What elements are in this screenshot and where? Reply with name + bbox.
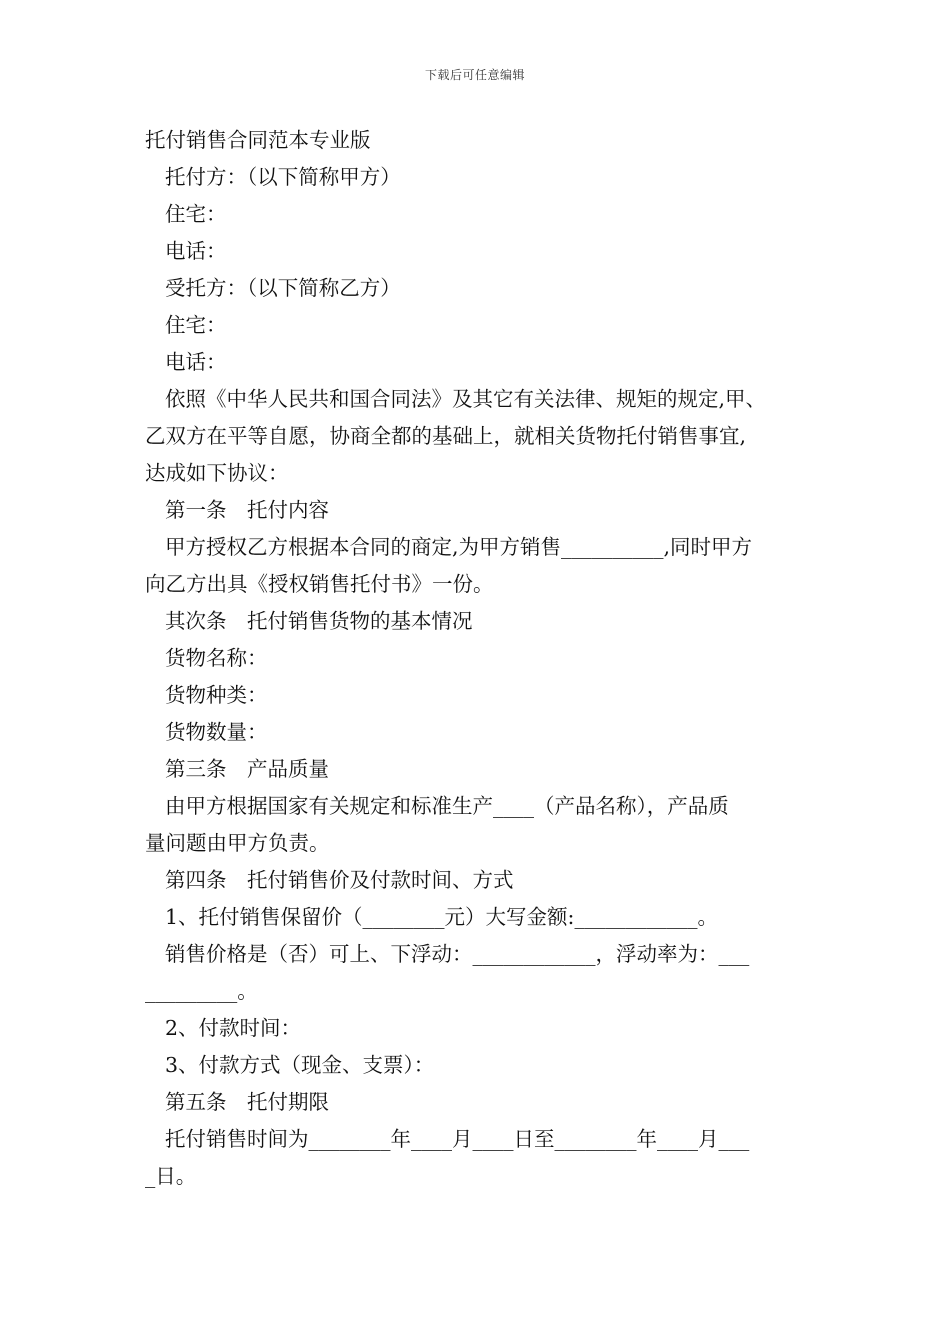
intro-line-1: 依照《中华人民共和国合同法》及其它有关法律、规矩的规定,甲、 — [165, 387, 767, 411]
article-1-heading: 第一条 托付内容 — [165, 498, 329, 522]
agent-party-line: 受托方：（以下简称乙方） — [165, 276, 401, 300]
article-5-line-2: _日。 — [145, 1164, 197, 1188]
article-4-heading: 第四条 托付销售价及付款时间、方式 — [165, 868, 514, 892]
principal-address-line: 住宅： — [165, 202, 227, 226]
article-2-heading: 其次条 托付销售货物的基本情况 — [165, 609, 473, 633]
article-1-line-2: 向乙方出具《授权销售托付书》一份。 — [145, 572, 494, 596]
payment-time-line: 2、付款时间： — [165, 1016, 302, 1040]
page-header-note: 下载后可任意编辑 — [424, 68, 525, 82]
agent-address-line: 住宅： — [165, 313, 227, 337]
goods-type-line: 货物种类： — [165, 683, 268, 707]
principal-party-line: 托付方：（以下简称甲方） — [165, 165, 401, 189]
intro-line-3: 达成如下协议： — [145, 461, 289, 485]
goods-name-line: 货物名称： — [165, 646, 268, 670]
principal-phone-line: 电话： — [165, 239, 227, 263]
goods-quantity-line: 货物数量： — [165, 720, 268, 744]
agent-phone-line: 电话： — [165, 350, 227, 374]
document-title: 托付销售合同范本专业版 — [145, 128, 371, 152]
article-3-line-1: 由甲方根据国家有关规定和标准生产____（产品名称），产品质 — [165, 794, 729, 818]
payment-method-line: 3、付款方式（现金、支票）： — [165, 1053, 435, 1077]
article-5-heading: 第五条 托付期限 — [165, 1090, 329, 1114]
price-float-line-1: 销售价格是（否）可上、下浮动：____________，浮动率为：___ — [165, 942, 750, 966]
contract-document — [145, 122, 810, 1195]
intro-line-2: 乙双方在平等自愿，协商全都的基础上，就相关货物托付销售事宜, — [145, 424, 747, 448]
article-1-line-1: 甲方授权乙方根据本合同的商定,为甲方销售__________,同时甲方 — [165, 535, 753, 559]
article-3-line-2: 量问题由甲方负责。 — [145, 831, 330, 855]
price-float-line-2: _________。 — [145, 979, 258, 1003]
reserve-price-line: 1、托付销售保留价（________元）大写金额:____________。 — [165, 905, 718, 929]
article-5-line-1: 托付销售时间为________年____月____日至________年____月___ — [165, 1127, 750, 1151]
article-3-heading: 第三条 产品质量 — [165, 757, 329, 781]
